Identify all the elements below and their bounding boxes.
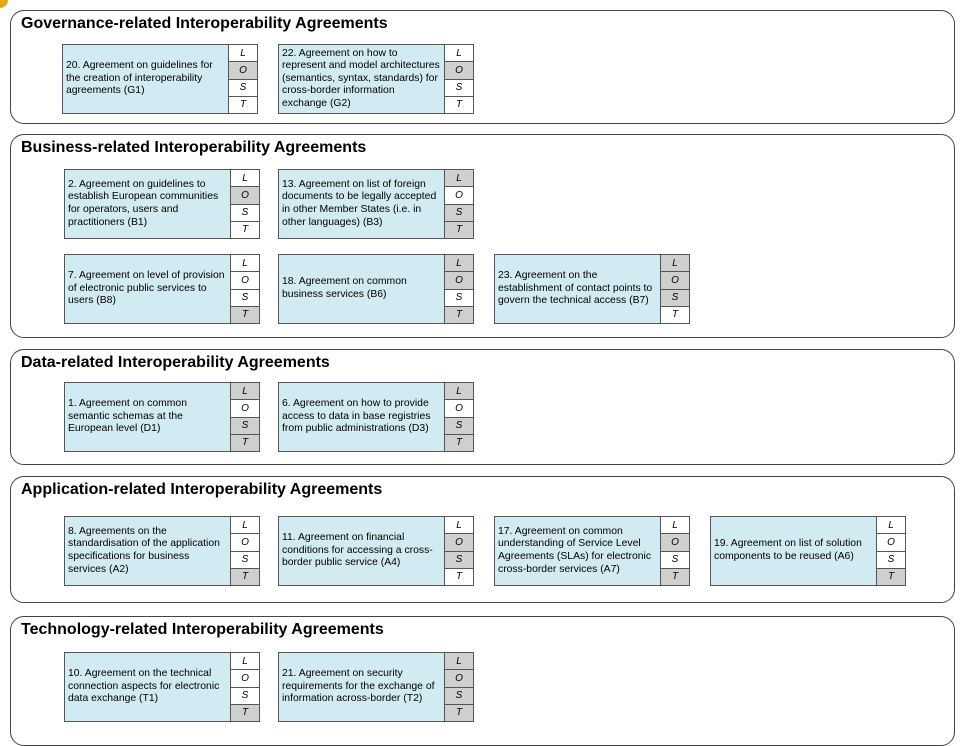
flag-l: L (231, 653, 259, 670)
flag-o: O (661, 534, 689, 551)
flag-l: L (231, 255, 259, 272)
section-title: Governance-related Interoperability Agreements (21, 15, 388, 32)
agreement-card (710, 516, 906, 586)
los-t-flags (877, 517, 905, 585)
flag-t: T (877, 569, 905, 585)
los-t-flags (661, 517, 689, 585)
los-t-flags (445, 383, 473, 451)
flag-o: O (445, 187, 473, 204)
flag-t: T (445, 435, 473, 451)
agreement-text: 10. Agreement on the technical connection aspects for electronic data exchange (T1) (68, 668, 220, 705)
agreement-card (278, 44, 474, 114)
agreement-text: 7. Agreement on level of provision of electronic public services to users (B8) (68, 270, 225, 307)
flag-s: S (231, 290, 259, 307)
los-t-flags (231, 383, 259, 451)
agreement-text: 18. Agreement on common business services (B6) (282, 276, 407, 300)
agreement-text: 19. Agreement on list of solution components to be reused (A6) (714, 538, 862, 562)
flag-t: T (445, 222, 473, 238)
flag-s: S (231, 552, 259, 569)
flag-l: L (661, 255, 689, 272)
flag-s: S (445, 80, 473, 97)
los-t-flags (231, 517, 259, 585)
section-title: Application-related Interoperability Agreements (21, 481, 383, 498)
agreement-text: 11. Agreement on financial conditions for accessing a cross-border public service (A4) (282, 532, 433, 569)
flag-t: T (231, 569, 259, 585)
flag-t: T (445, 307, 473, 323)
flag-o: O (231, 272, 259, 289)
agreement-card (62, 44, 258, 114)
flag-t: T (231, 307, 259, 323)
flag-o: O (445, 62, 473, 79)
flag-l: L (877, 517, 905, 534)
agreement-text: 17. Agreement on common understanding of Service Level Agreements (SLAs) for electronic cross-border services (A7) (498, 525, 652, 575)
flag-t: T (661, 307, 689, 323)
flag-o: O (445, 400, 473, 417)
flag-s: S (445, 688, 473, 705)
agreement-card (64, 254, 260, 324)
los-t-flags (445, 653, 473, 721)
agreement-card (494, 254, 690, 324)
los-t-flags (231, 653, 259, 721)
flag-l: L (445, 383, 473, 400)
agreement-text: 8. Agreements on the standardisation of the application specifications for business services (A2) (68, 525, 220, 575)
flag-s: S (661, 552, 689, 569)
flag-l: L (231, 517, 259, 534)
flag-l: L (445, 255, 473, 272)
flag-s: S (445, 418, 473, 435)
flag-o: O (231, 670, 259, 687)
flag-t: T (229, 97, 257, 113)
agreement-text: 2. Agreement on guidelines to establish European communities for operators, users and practitioners (B1) (68, 178, 219, 228)
flag-o: O (877, 534, 905, 551)
flag-l: L (445, 170, 473, 187)
flag-o: O (231, 400, 259, 417)
agreement-card (64, 382, 260, 452)
flag-s: S (445, 290, 473, 307)
agreement-text: 21. Agreement on security requirements for the exchange of information across-border (T2) (282, 668, 435, 705)
flag-s: S (445, 205, 473, 222)
flag-s: S (661, 290, 689, 307)
flag-t: T (231, 705, 259, 721)
section-title: Business-related Interoperability Agreements (21, 139, 367, 156)
flag-t: T (231, 435, 259, 451)
flag-o: O (445, 272, 473, 289)
flag-s: S (877, 552, 905, 569)
flag-t: T (445, 569, 473, 585)
flag-l: L (231, 170, 259, 187)
flag-s: S (231, 418, 259, 435)
flag-t: T (445, 97, 473, 113)
flag-o: O (445, 670, 473, 687)
section-title: Technology-related Interoperability Agreements (21, 621, 384, 638)
flag-t: T (445, 705, 473, 721)
los-t-flags (445, 517, 473, 585)
los-t-flags (445, 255, 473, 323)
agreement-card (278, 382, 474, 452)
flag-l: L (231, 383, 259, 400)
agreement-card (64, 652, 260, 722)
agreement-text: 6. Agreement on how to provide access to data in base registries from public administrations (D3) (282, 398, 431, 435)
flag-l: L (445, 45, 473, 62)
agreement-card (64, 169, 260, 239)
flag-o: O (445, 534, 473, 551)
flag-t: T (661, 569, 689, 585)
agreement-text: 20. Agreement on guidelines for the creation of interoperability agreements (G1) (66, 60, 213, 97)
flag-o: O (231, 187, 259, 204)
flag-s: S (229, 80, 257, 97)
flag-s: S (445, 552, 473, 569)
los-t-flags (445, 45, 473, 113)
agreement-card (278, 169, 474, 239)
los-t-flags (661, 255, 689, 323)
section-title: Data-related Interoperability Agreements (21, 354, 330, 371)
flag-s: S (231, 688, 259, 705)
los-t-flags (229, 45, 257, 113)
agreement-card (278, 516, 474, 586)
flag-l: L (229, 45, 257, 62)
flag-l: L (445, 517, 473, 534)
agreement-card (494, 516, 690, 586)
flag-l: L (661, 517, 689, 534)
los-t-flags (445, 170, 473, 238)
corner-badge (0, 0, 8, 8)
flag-t: T (231, 222, 259, 238)
los-t-flags (231, 170, 259, 238)
flag-s: S (231, 205, 259, 222)
flag-o: O (661, 272, 689, 289)
flag-l: L (445, 653, 473, 670)
agreement-text: 13. Agreement on list of foreign documents to be legally accepted in other Member States (i.e. in other languages) (B3) (282, 178, 437, 228)
agreement-card (278, 254, 474, 324)
los-t-flags (231, 255, 259, 323)
agreement-text: 23. Agreement on the establishment of contact points to govern the technical access (B7) (498, 270, 653, 307)
agreement-card (64, 516, 260, 586)
agreement-text: 22. Agreement on how to represent and model architectures (semantics, syntax, standards) for cross-border information exchange (G2) (282, 47, 440, 109)
agreement-card (278, 652, 474, 722)
flag-o: O (229, 62, 257, 79)
flag-o: O (231, 534, 259, 551)
agreement-text: 1. Agreement on common semantic schemas at the European level (D1) (68, 398, 187, 435)
